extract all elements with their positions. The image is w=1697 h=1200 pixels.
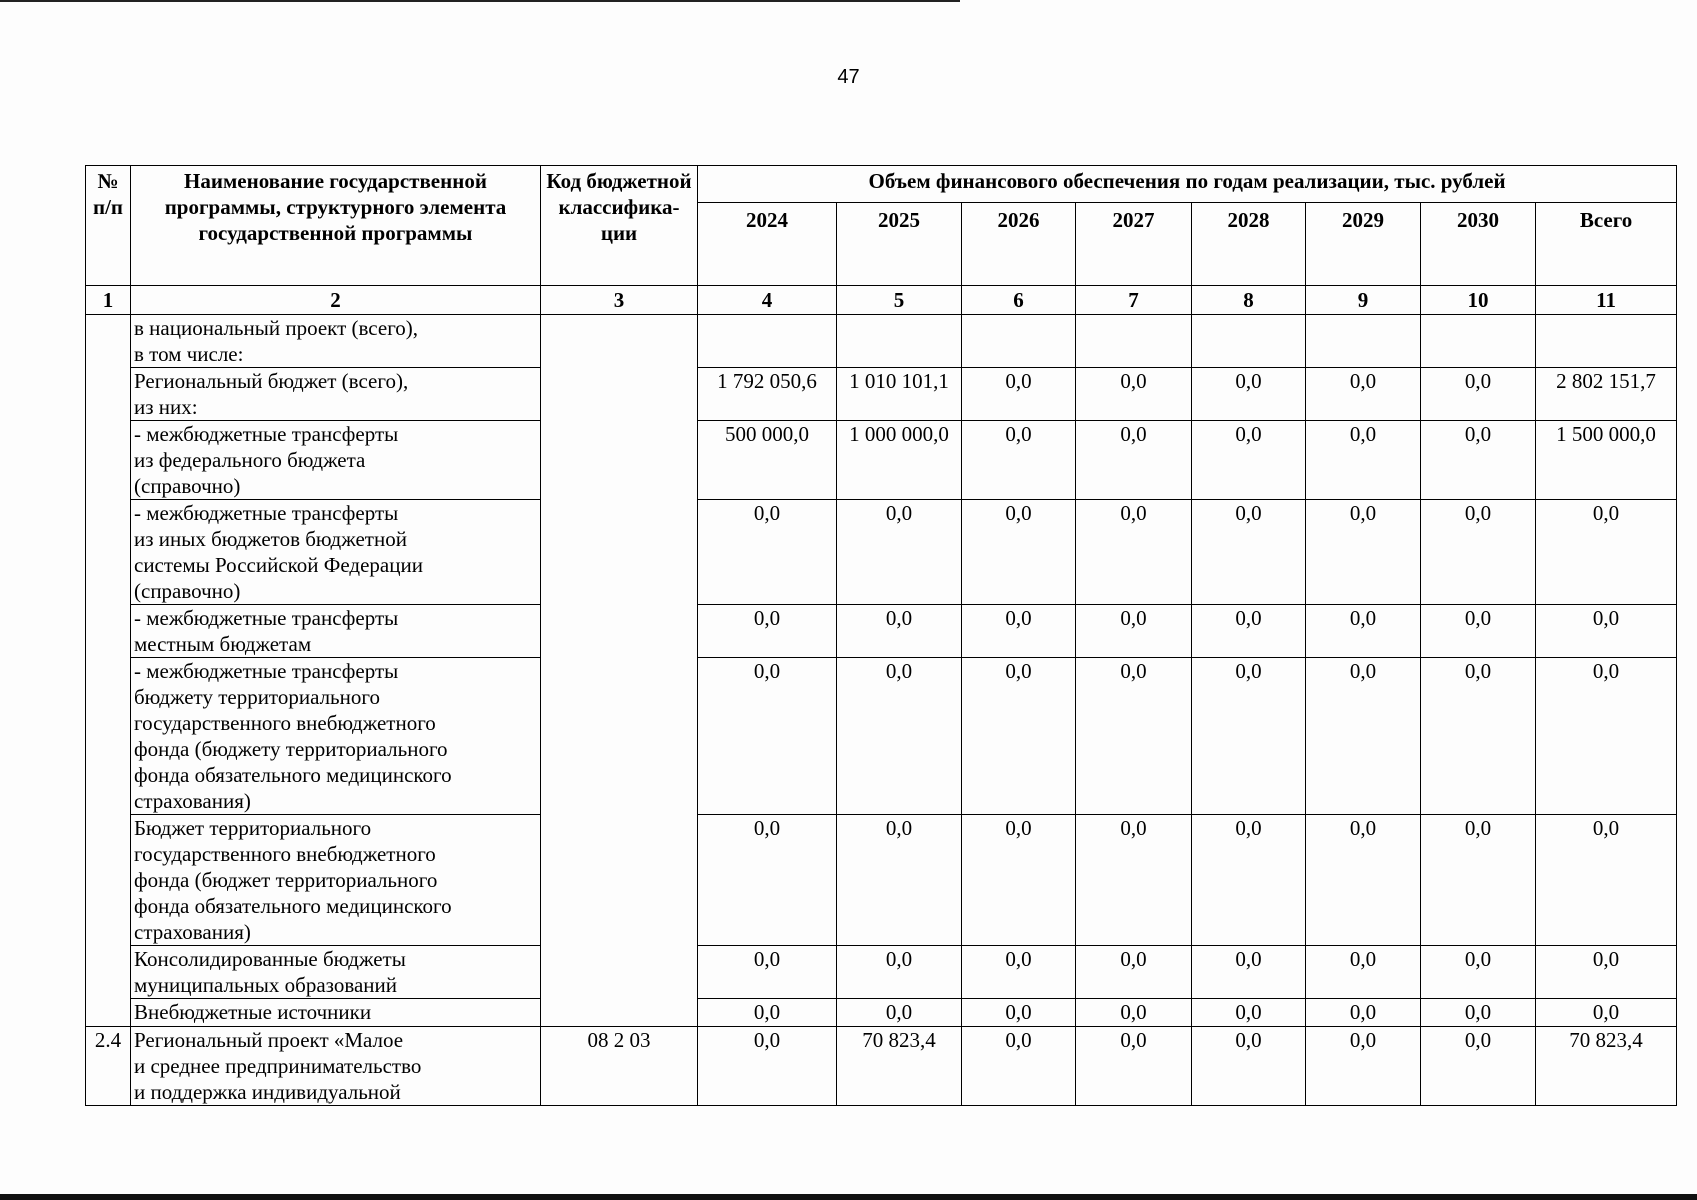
row-name: - межбюджетные трансферты из иных бюджетов бюджетной системы Российской Федерации (справочно) [131, 500, 541, 605]
row-value: 0,0 [698, 605, 837, 658]
row-value: 0,0 [698, 500, 837, 605]
row-value: 1 010 101,1 [837, 368, 962, 421]
scan-bottom-edge [0, 1194, 1697, 1200]
column-number: 3 [541, 286, 698, 315]
column-number: 6 [962, 286, 1076, 315]
row-name: Бюджет территориального государственного внебюджетного фонда (бюджет территориального фонда обязательного медицинского страхования) [131, 815, 541, 946]
column-number: 5 [837, 286, 962, 315]
row-value: 0,0 [1076, 500, 1192, 605]
row-value: 0,0 [1306, 368, 1421, 421]
row-value: 1 000 000,0 [837, 421, 962, 500]
row-index-merged [86, 315, 131, 1027]
row-name: Региональный бюджет (всего), из них: [131, 368, 541, 421]
row-value: 0,0 [1536, 658, 1677, 815]
row-value: 70 823,4 [837, 1027, 962, 1106]
row-name: в национальный проект (всего), в том числе: [131, 315, 541, 368]
row-value: 0,0 [1421, 946, 1536, 999]
header-year: 2025 [837, 203, 962, 286]
table-row [86, 999, 1677, 1027]
row-value: 0,0 [1536, 999, 1677, 1027]
table-row [86, 815, 1677, 946]
row-value: 0,0 [1421, 815, 1536, 946]
header-kbk: Код бюджетной классифика-ции [541, 166, 698, 286]
column-number: 9 [1306, 286, 1421, 315]
column-number: 7 [1076, 286, 1192, 315]
row-value: 0,0 [1076, 368, 1192, 421]
header-volume: Объем финансового обеспечения по годам реализации, тыс. рублей [698, 166, 1677, 203]
table-row [86, 368, 1677, 421]
row-value: 0,0 [1536, 946, 1677, 999]
row-value [698, 315, 837, 368]
row-value: 0,0 [1076, 658, 1192, 815]
header-year: 2027 [1076, 203, 1192, 286]
row-value: 2 802 151,7 [1536, 368, 1677, 421]
table-row-2-4 [86, 1027, 1677, 1106]
row-value [1306, 315, 1421, 368]
row-name: Внебюджетные источники [131, 999, 541, 1027]
row-value: 0,0 [1192, 658, 1306, 815]
row-value: 0,0 [1192, 999, 1306, 1027]
row-value: 0,0 [1421, 999, 1536, 1027]
row-value: 0,0 [698, 815, 837, 946]
row-index: 2.4 [86, 1027, 131, 1106]
column-number: 1 [86, 286, 131, 315]
table-row [86, 658, 1677, 815]
row-value: 0,0 [1076, 946, 1192, 999]
table-row [86, 421, 1677, 500]
row-value: 0,0 [1306, 421, 1421, 500]
header-year: 2029 [1306, 203, 1421, 286]
column-number: 4 [698, 286, 837, 315]
row-value: 0,0 [962, 946, 1076, 999]
row-value: 0,0 [962, 368, 1076, 421]
column-number: 2 [131, 286, 541, 315]
row-value: 0,0 [1192, 815, 1306, 946]
row-name: - межбюджетные трансферты бюджету территориального государственного внебюджетного фонда (бюджету территориального фонда обязательного медицинского страхования) [131, 658, 541, 815]
table-body [86, 315, 1677, 1106]
row-value: 0,0 [1306, 605, 1421, 658]
row-value: 0,0 [1536, 500, 1677, 605]
header-name: Наименование государственной программы, структурного элемента государственной программы [131, 166, 541, 286]
column-number: 11 [1536, 286, 1677, 315]
row-value: 0,0 [1306, 999, 1421, 1027]
row-name: Региональный проект «Малое и среднее предпринимательство и поддержка индивидуальной [131, 1027, 541, 1106]
header-year: 2024 [698, 203, 837, 286]
row-value: 0,0 [837, 658, 962, 815]
page-number: 47 [837, 66, 860, 88]
row-value: 70 823,4 [1536, 1027, 1677, 1106]
row-value: 0,0 [1192, 368, 1306, 421]
row-value: 0,0 [1076, 815, 1192, 946]
row-value: 0,0 [1421, 500, 1536, 605]
row-value: 1 792 050,6 [698, 368, 837, 421]
row-value: 0,0 [962, 421, 1076, 500]
row-value: 500 000,0 [698, 421, 837, 500]
row-value [837, 315, 962, 368]
header-num: № п/п [86, 166, 131, 286]
row-value: 0,0 [1306, 1027, 1421, 1106]
row-value: 0,0 [1076, 421, 1192, 500]
row-value: 0,0 [837, 605, 962, 658]
row-value [1536, 315, 1677, 368]
row-value: 0,0 [962, 815, 1076, 946]
table-row [86, 605, 1677, 658]
row-value: 0,0 [962, 658, 1076, 815]
column-number: 10 [1421, 286, 1536, 315]
row-value: 0,0 [1306, 815, 1421, 946]
scan-top-edge [0, 0, 960, 2]
row-value: 0,0 [698, 946, 837, 999]
row-value: 0,0 [1306, 500, 1421, 605]
row-value [1076, 315, 1192, 368]
row-name: - межбюджетные трансферты местным бюджетам [131, 605, 541, 658]
row-value [962, 315, 1076, 368]
row-value: 0,0 [1536, 605, 1677, 658]
row-value: 0,0 [698, 999, 837, 1027]
row-value: 0,0 [962, 999, 1076, 1027]
row-value: 0,0 [1076, 1027, 1192, 1106]
row-value: 0,0 [1192, 946, 1306, 999]
header-year: Всего [1536, 203, 1677, 286]
row-value: 1 500 000,0 [1536, 421, 1677, 500]
row-value [1421, 315, 1536, 368]
row-kbk-merged [541, 315, 698, 1027]
row-value: 0,0 [1192, 421, 1306, 500]
financing-table [85, 165, 1677, 1106]
row-value: 0,0 [1192, 1027, 1306, 1106]
table-row [86, 315, 1677, 368]
table-row [86, 946, 1677, 999]
row-value: 0,0 [837, 999, 962, 1027]
row-value: 0,0 [1421, 368, 1536, 421]
row-kbk: 08 2 03 [541, 1027, 698, 1106]
row-value: 0,0 [1192, 605, 1306, 658]
row-value: 0,0 [698, 658, 837, 815]
row-value: 0,0 [962, 500, 1076, 605]
row-value: 0,0 [1421, 605, 1536, 658]
header-year: 2028 [1192, 203, 1306, 286]
header-year: 2030 [1421, 203, 1536, 286]
header-row [86, 166, 1677, 203]
row-value: 0,0 [837, 500, 962, 605]
row-value: 0,0 [837, 815, 962, 946]
row-value: 0,0 [1421, 421, 1536, 500]
header-year: 2026 [962, 203, 1076, 286]
row-value: 0,0 [698, 1027, 837, 1106]
row-value: 0,0 [1536, 815, 1677, 946]
column-number: 8 [1192, 286, 1306, 315]
row-value [1192, 315, 1306, 368]
row-value: 0,0 [1076, 999, 1192, 1027]
row-value: 0,0 [1421, 1027, 1536, 1106]
row-value: 0,0 [962, 1027, 1076, 1106]
row-name: Консолидированные бюджеты муниципальных образований [131, 946, 541, 999]
row-name: - межбюджетные трансферты из федерального бюджета (справочно) [131, 421, 541, 500]
row-value: 0,0 [1421, 658, 1536, 815]
row-value: 0,0 [1306, 658, 1421, 815]
table-row [86, 500, 1677, 605]
row-value: 0,0 [1076, 605, 1192, 658]
row-value: 0,0 [962, 605, 1076, 658]
column-numbers-row [86, 286, 1677, 315]
row-value: 0,0 [1306, 946, 1421, 999]
row-value: 0,0 [1192, 500, 1306, 605]
row-value: 0,0 [837, 946, 962, 999]
